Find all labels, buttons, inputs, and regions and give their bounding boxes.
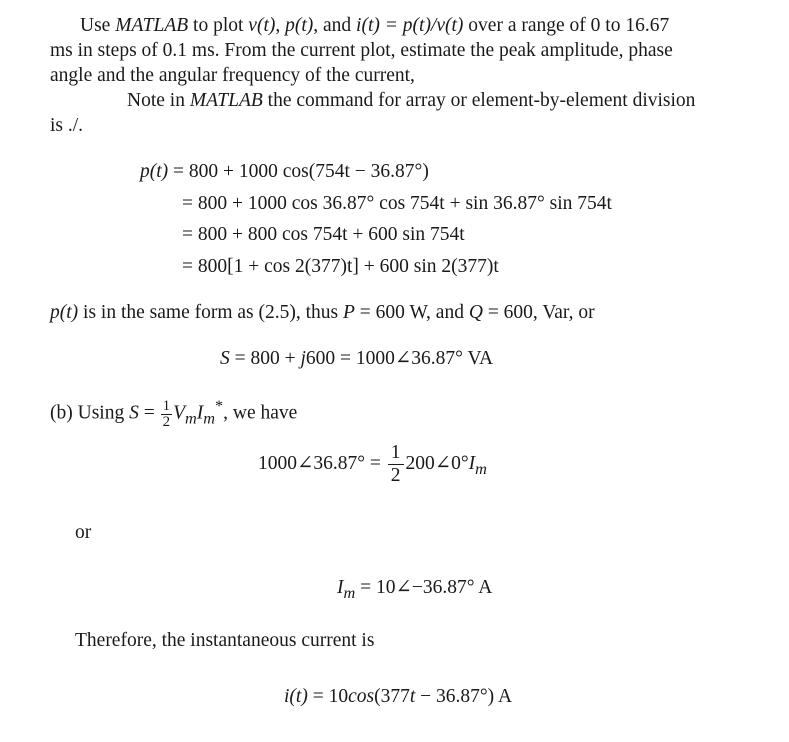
half-fraction [388,442,404,487]
equation-lhs: 1000∠36.87° = [258,452,386,474]
conclusion-line: Therefore, the instantaneous current is [75,630,375,651]
math-p-t: p(t) [140,161,169,182]
equation-rhs: 600 = 1000∠36.87° VA [305,348,494,369]
equation-rhs: = 10 [307,686,349,707]
math-t: t [409,686,416,707]
equation-rhs: (377 [374,686,410,707]
math-v-t: v(t) [248,15,276,36]
apparent-power-equation [220,347,493,371]
math-I: I [196,402,204,424]
statement-line [50,301,595,325]
math-V: V [173,402,185,424]
math-j: j [300,348,306,369]
final-current-equation [284,685,512,709]
intro-line-3: angle and the angular frequency of the current, [50,65,415,86]
note-line-2: is ./. [50,115,84,136]
current-magnitude-equation [337,576,492,605]
fraction-numerator: 1 [162,397,171,414]
math-p-t: p(t) [50,302,79,323]
math-subscript-m: m [185,409,197,428]
fraction-denominator: 2 [162,413,171,430]
equation-rhs: = 800 + 1000 cos(754t − 36.87°) [173,161,429,182]
math-I: I [468,452,476,474]
math-S: S [220,348,230,369]
equation-3: = 800 + 800 cos 754t + 600 sin 754t [182,224,465,245]
statement-text: = 600, Var, or [482,302,595,323]
intro-text: , [275,15,286,36]
intro-text: , and [313,15,357,36]
math-p-t: p(t) [285,15,314,36]
equation-1 [140,160,429,184]
math-i-t-definition: i(t) = p(t)/v(t) [356,15,464,36]
statement-text: = 600 W, and [354,302,469,323]
math-S: S [129,402,139,424]
fraction-denominator: 2 [390,465,401,486]
intro-line-2: ms in steps of 0.1 ms. From the current plot, estimate the peak amplitude, phase [50,40,673,61]
equation-rhs: = 800 + [229,348,301,369]
equation-rhs: 200∠0° [405,452,469,474]
math-subscript-m: m [203,409,215,428]
math-i-t: i(t) [284,686,308,707]
matlab-term: MATLAB [189,90,263,111]
math-P: P [343,302,355,323]
note-line [127,89,695,113]
math-cos: cos [348,686,375,707]
equation-4: = 800[1 + cos 2(377)t] + 600 sin 2(377)t [182,256,499,277]
matlab-term: MATLAB [115,15,189,36]
math-Q: Q [468,302,483,323]
equation-rhs: − 36.87°) A [415,686,513,707]
math-subscript-m: m [343,583,356,602]
half-fraction [161,399,173,430]
part-b-text: = [138,402,160,424]
note-text: the command for array or element-by-element division [262,90,696,111]
or-word: or [75,522,92,543]
part-b-line [50,394,297,430]
intro-text: Use [80,15,116,36]
equation-b [258,442,487,487]
equation-rhs: = 10∠−36.87° A [355,577,493,598]
intro-text: over a range of 0 to 16.67 [463,15,670,36]
part-b-text: , we have [223,402,298,424]
fraction-numerator: 1 [388,442,404,465]
math-subscript-m: m [475,459,487,478]
conjugate-star: * [215,397,224,415]
intro-line-1 [80,14,669,38]
part-b-text: (b) Using [50,402,130,424]
note-text: Note in [127,90,190,111]
equation-2: = 800 + 1000 cos 36.87° cos 754t + sin 36.87° sin 754t [182,193,612,214]
intro-text: to plot [188,15,249,36]
statement-text: is in the same form as (2.5), thus [78,302,343,323]
math-I: I [337,577,344,598]
